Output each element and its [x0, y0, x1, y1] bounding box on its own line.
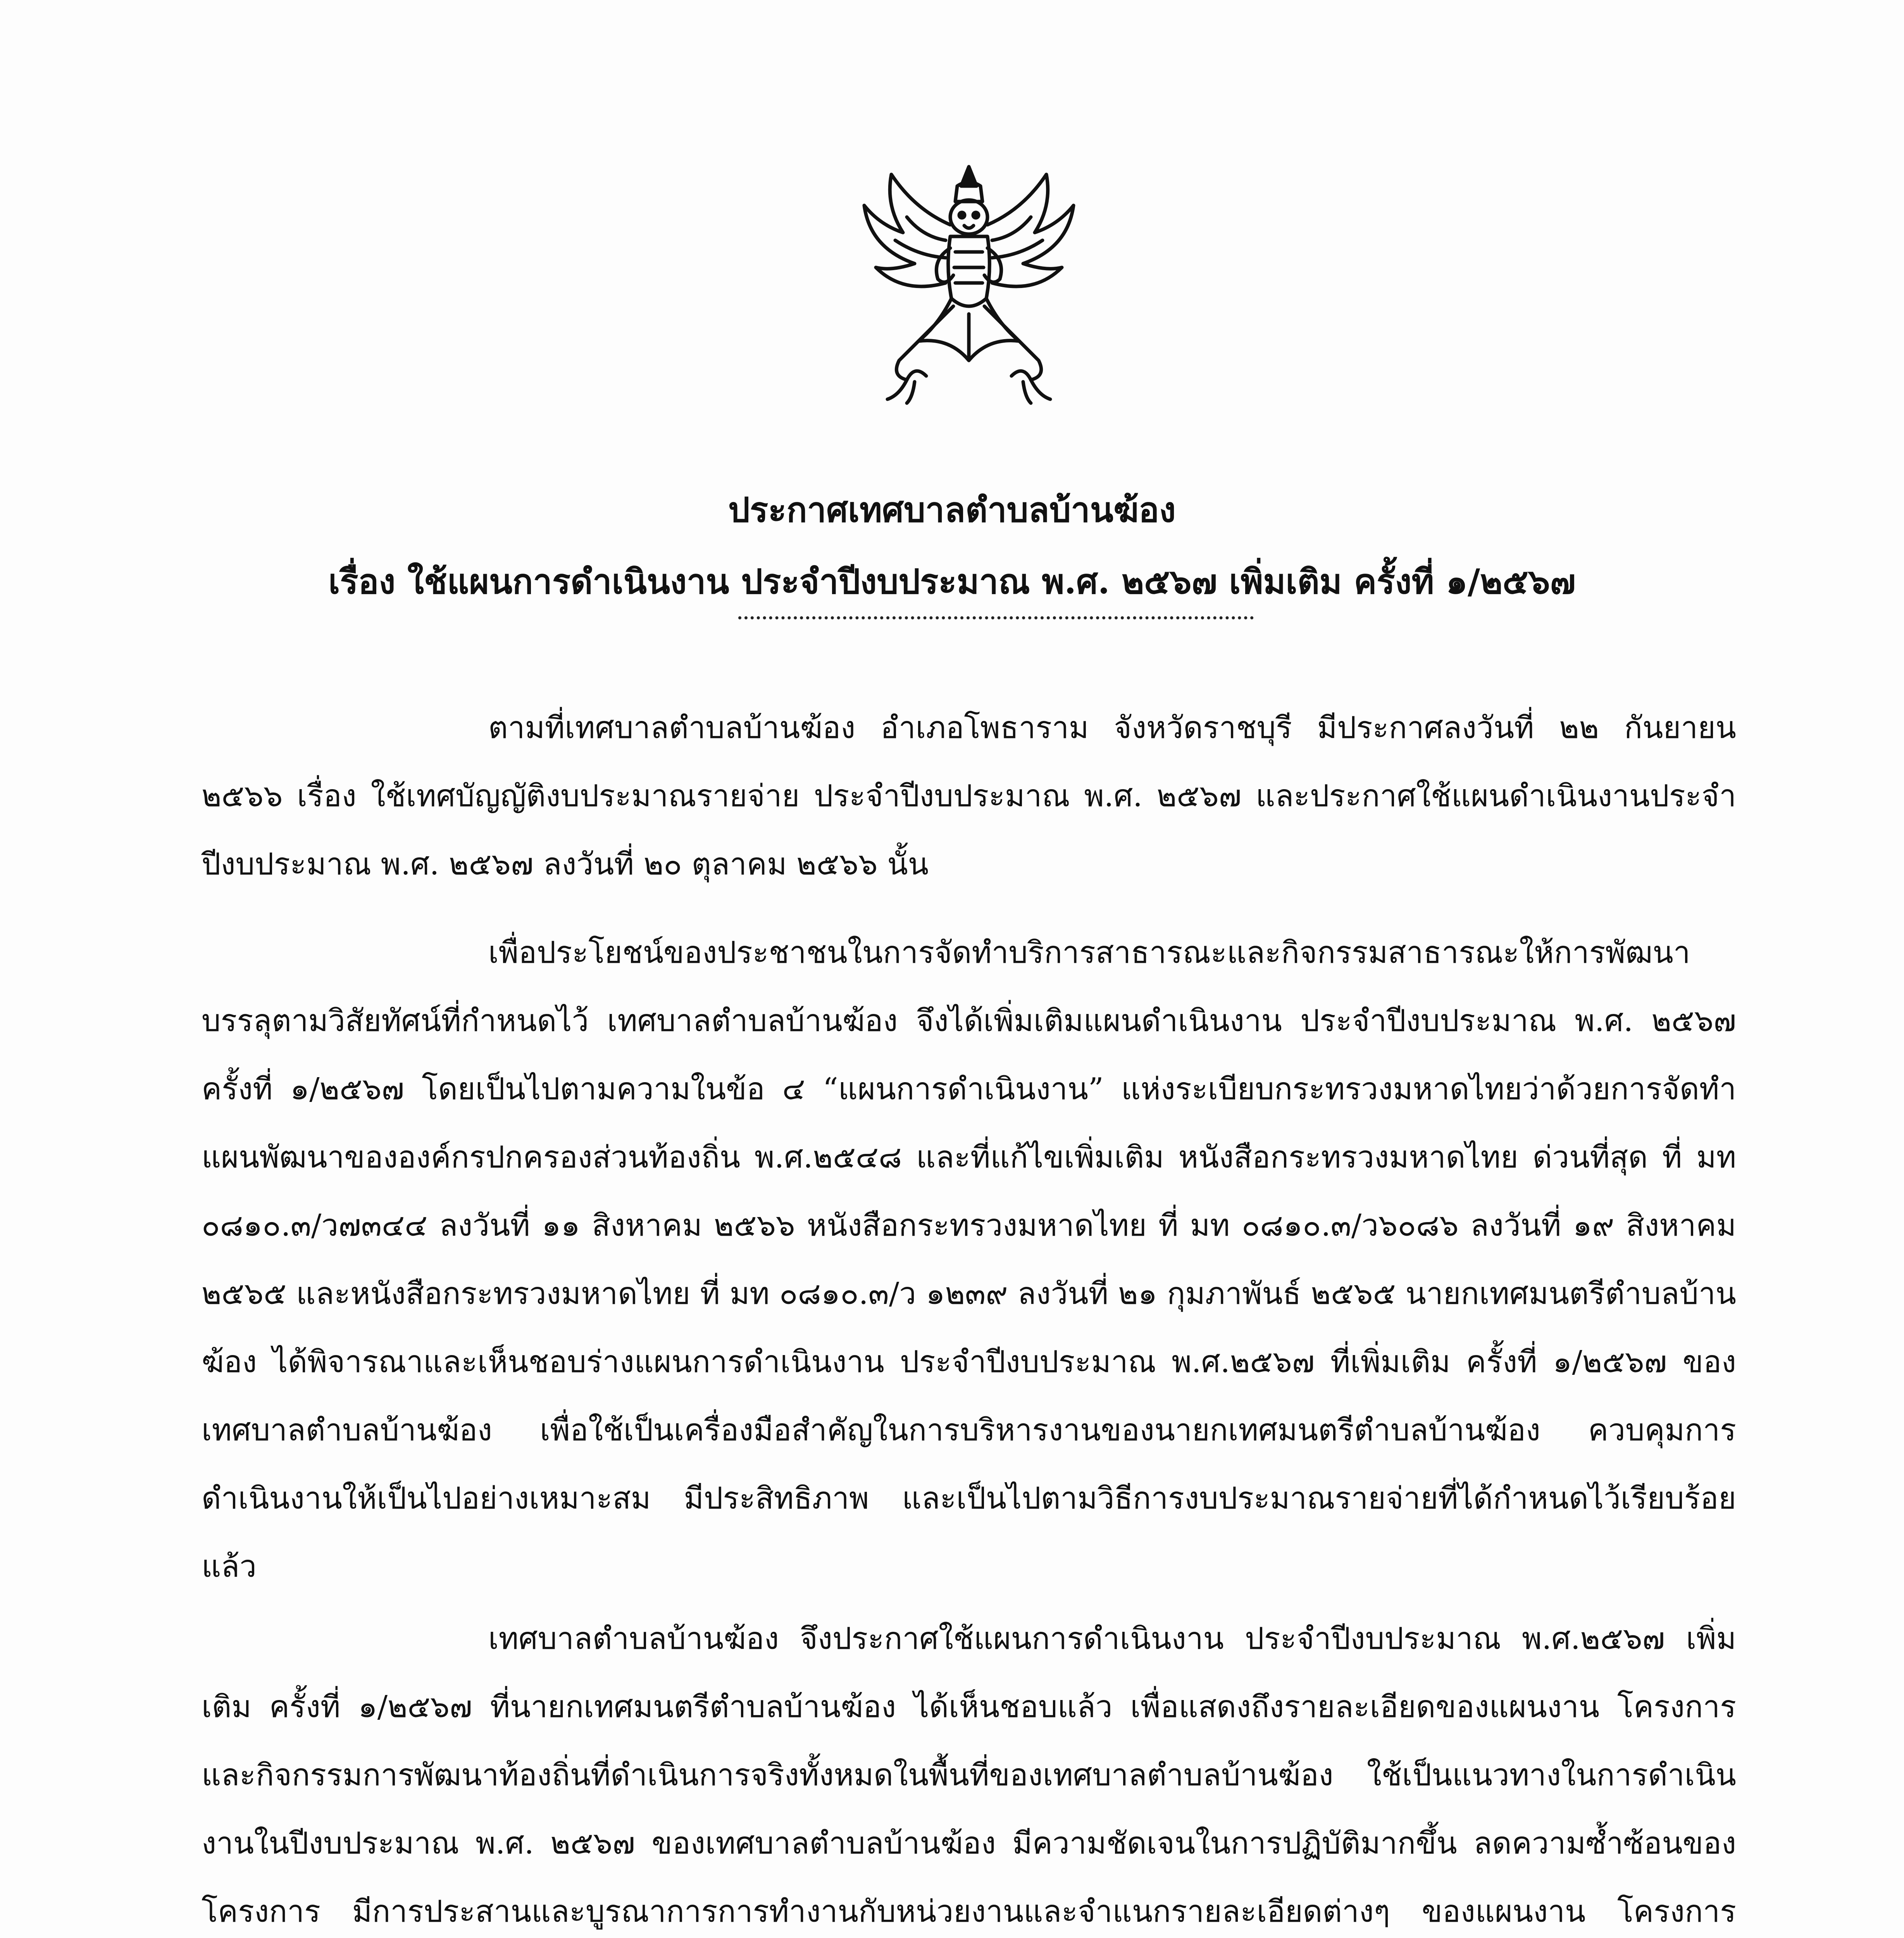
body-paragraph-3: เทศบาลตำบลบ้านฆ้อง จึงประกาศใช้แผนการดำเนินงาน ประจำปีงบประมาณ พ.ศ.๒๕๖๗ เพิ่มเติม ครั้งที่ ๑/๒๕๖๗ ที่นายกเทศมนตรีตำบลบ้านฆ้อง ได้เห็นชอบแล้ว เพื่อแสดงถึงรายละเอียดของแผนงาน โครงการและกิจกรรมการพัฒนาท้องถิ่นที่ดำเนินการจริงทั้งหมดในพื้นที่ของเทศบาลตำบลบ้านฆ้อง ใช้เป็นแนวทางในการดำเนินงานในปีงบประมาณ พ.ศ. ๒๕๖๗ ของเทศบาลตำบลบ้านฆ้อง มีความชัดเจนในการปฏิบัติมากขึ้น ลดความซ้ำซ้อนของโครงการ มีการประสานและบูรณาการการทำงานกับหน่วยงานและจำแนกรายละเอียดต่างๆ ของแผนงาน โครงการ: [202, 1621, 1736, 1929]
announcement-heading: ประกาศเทศบาลตำบลบ้านฆ้อง: [728, 490, 1176, 530]
announcement-subject: เรื่อง ใช้แผนการดำเนินงาน ประจำปีงบประมาณ พ.ศ. ๒๕๖๗ เพิ่มเติม ครั้งที่ ๑/๒๕๖๗: [328, 561, 1576, 602]
dotted-divider: [738, 616, 1254, 619]
body-paragraph-1: ตามที่เทศบาลตำบลบ้านฆ้อง อำเภอโพธาราม จังหวัดราชบุรี มีประกาศลงวันที่ ๒๒ กันยายน ๒๕๖๖ เรื่อง ใช้เทศบัญญัติงบประมาณรายจ่าย ประจำปีงบประมาณ พ.ศ. ๒๕๖๗ และประกาศใช้แผนดำเนินงานประจำปีงบประมาณ พ.ศ. ๒๕๖๗ ลงวันที่ ๒๐ ตุลาคม ๒๕๖๖ นั้น: [202, 710, 1736, 882]
garuda-emblem-icon: [849, 159, 1089, 411]
body-paragraph-2: เพื่อประโยชน์ของประชาชนในการจัดทำบริการสาธารณะและกิจกรรมสาธารณะให้การพัฒนาบรรลุตามวิสัยทัศน์ที่กำหนดไว้ เทศบาลตำบลบ้านฆ้อง จึงได้เพิ่มเติมแผนดำเนินงาน ประจำปีงบประมาณ พ.ศ. ๒๕๖๗ ครั้งที่ ๑/๒๕๖๗ โดยเป็นไปตามความในข้อ ๔ “แผนการดำเนินงาน” แห่งระเบียบกระทรวงมหาดไทยว่าด้วยการจัดทำแผนพัฒนาขององค์กรปกครองส่วนท้องถิ่น พ.ศ.๒๕๔๘ และที่แก้ไขเพิ่มเติม หนังสือกระทรวงมหาดไทย ด่วนที่สุด ที่ มท ๐๘๑๐.๓/ว๗๓๔๔ ลงวันที่ ๑๑ สิงหาคม ๒๕๖๖ หนังสือกระทรวงมหาดไทย ที่ มท ๐๘๑๐.๓/ว๖๐๘๖ ลงวันที่ ๑๙ สิงหาคม ๒๕๖๕ และหนังสือกระทรวงมหาดไทย ที่ มท ๐๘๑๐.๓/ว ๑๒๓๙ ลงวันที่ ๒๑ กุมภาพันธ์ ๒๕๖๕ นายกเทศมนตรีตำบลบ้านฆ้อง ได้พิจารณาและเห็นชอบร่างแผนการดำเนินงาน ประจำปีงบประมาณ พ.ศ.๒๕๖๗ ที่เพิ่มเติม ครั้งที่ ๑/๒๕๖๗ ของเทศบาลตำบลบ้านฆ้อง เพื่อใช้เป็นเครื่องมือสำคัญในการบริหารงานของนายกเทศมนตรีตำบลบ้านฆ้อง ควบคุมการดำเนินงานให้เป็นไปอย่างเหมาะสม มีประสิทธิภาพ และเป็นไปตามวิธีการงบประมาณรายจ่ายที่ได้กำหนดไว้เรียบร้อยแล้ว: [202, 935, 1737, 1584]
